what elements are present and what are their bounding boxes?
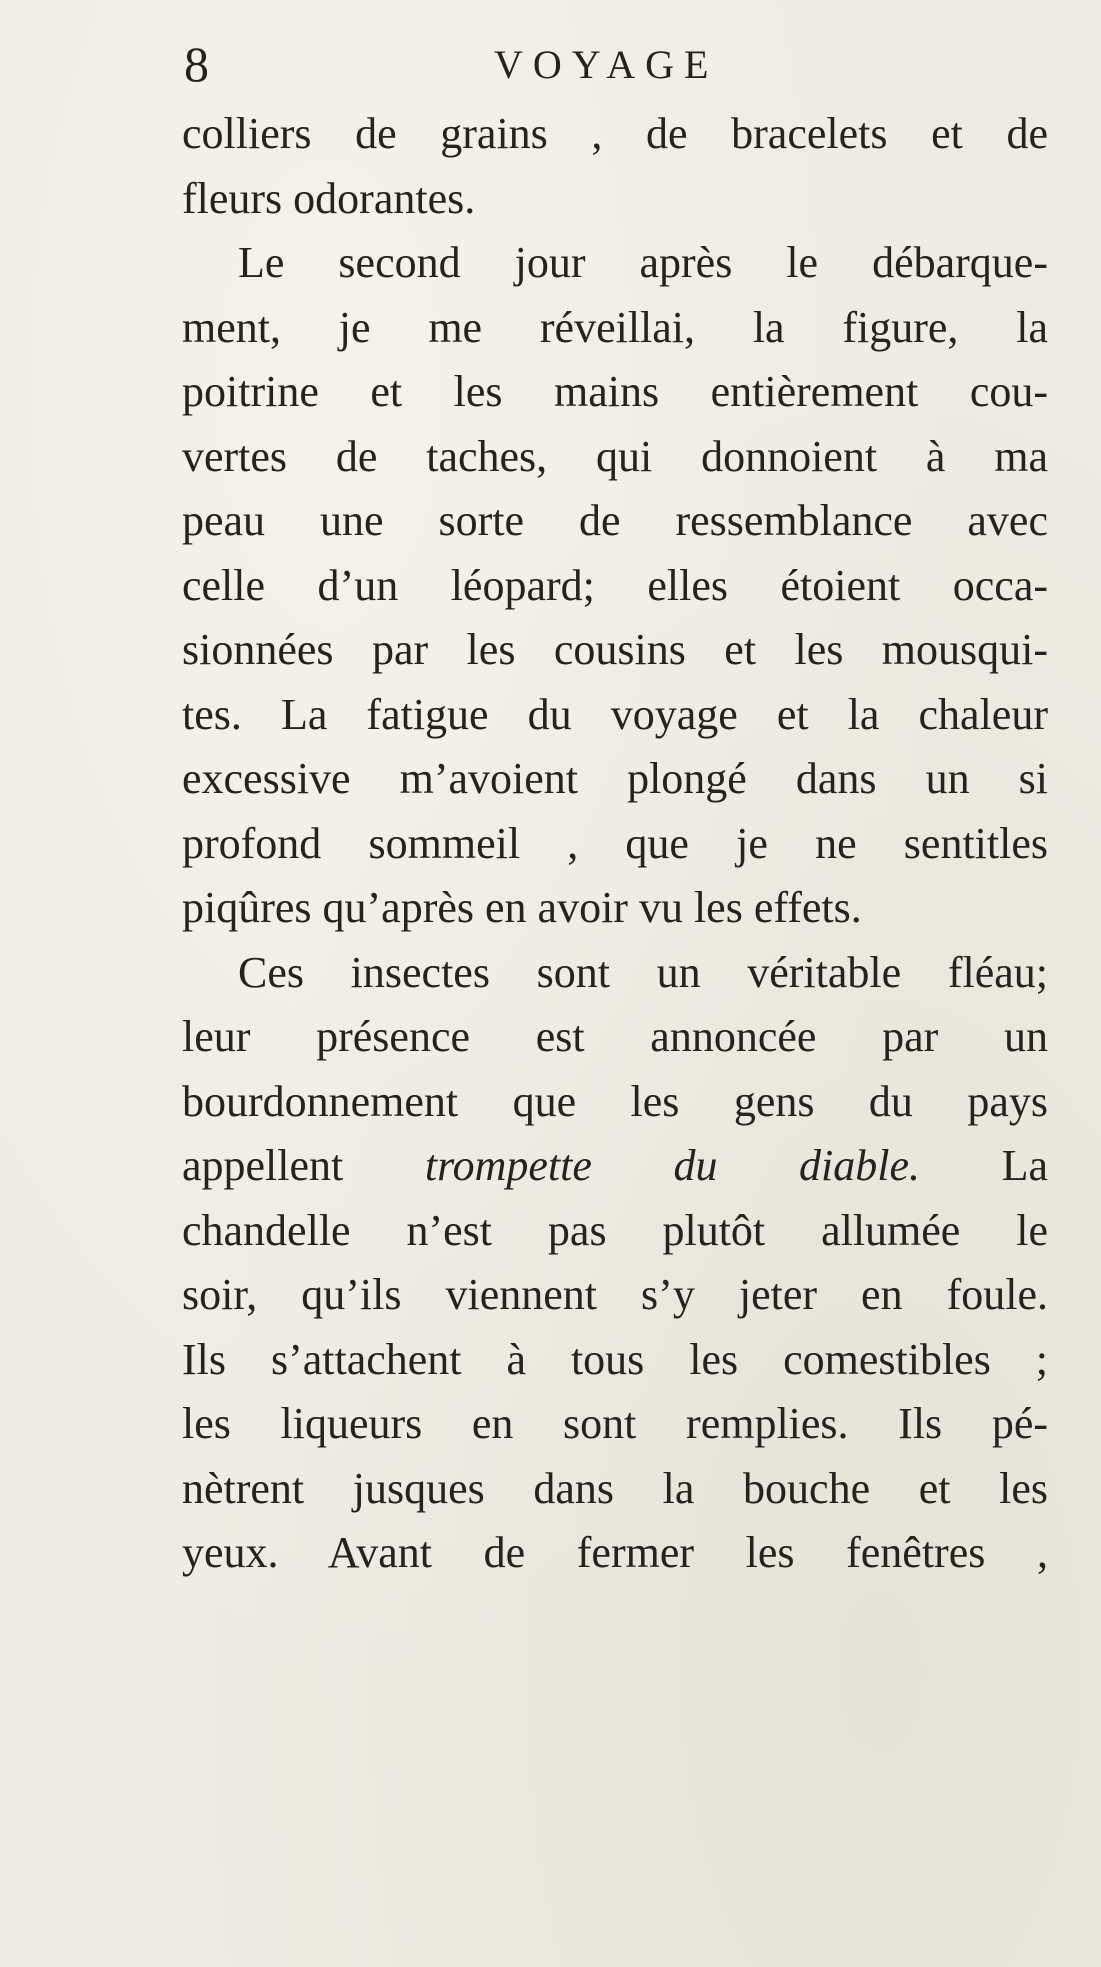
text-line-with-italic xyxy=(182,1134,1048,1199)
text-line: Ces insectes sont un véritable fléau; xyxy=(238,947,1048,997)
page-number: 8 xyxy=(184,36,209,92)
text-line: piqûres qu’après en avoir vu les effets. xyxy=(182,883,862,932)
text-line: excessive m’avoient plongé dans un si xyxy=(182,754,1048,803)
text-line: colliers de grains , de bracelets et de xyxy=(182,109,1048,158)
text-line: tes. La fatigue du voyage et la chaleur xyxy=(182,689,1048,739)
running-title: VOYAGE xyxy=(494,42,719,87)
text-line: nètrent jusques dans la bouche et les xyxy=(182,1463,1048,1513)
text-line: leur présence est annoncée par un xyxy=(182,1012,1048,1061)
text-line: poitrine et les mains entièrement cou- xyxy=(182,367,1048,416)
text-line: ment, je me réveillai, la figure, la xyxy=(182,302,1048,352)
body-text xyxy=(182,102,1048,1586)
text-line: sionnées par les cousins et les mousqui- xyxy=(182,625,1048,674)
text-line: peau une sorte de ressemblance avec xyxy=(182,496,1048,545)
text-line: Le second jour après le débarque- xyxy=(238,238,1048,287)
italic-phrase: trompette du diable. xyxy=(424,1141,921,1190)
running-head xyxy=(182,34,1062,94)
text-line: vertes de taches, qui donnoient à ma xyxy=(182,431,1048,481)
text-line: fleurs odorantes. xyxy=(182,173,476,223)
text-line: chandelle n’est pas plutôt allumée le xyxy=(182,1205,1048,1255)
text-segment: La xyxy=(920,1141,1049,1190)
text-line: celle d’un léopard; elles étoient occa- xyxy=(182,560,1048,610)
text-line: Ils s’attachent à tous les comestibles ; xyxy=(182,1334,1048,1384)
text-line: les liqueurs en sont remplies. Ils pé- xyxy=(182,1399,1048,1448)
text-line: bourdonnement que les gens du pays xyxy=(182,1076,1048,1126)
text-line: soir, qu’ils viennent s’y jeter en foule. xyxy=(182,1270,1048,1319)
text-segment: appellent xyxy=(182,1141,425,1190)
text-line: profond sommeil , que je ne sentitles xyxy=(182,818,1048,868)
text-line: yeux. Avant de fermer les fenêtres , xyxy=(182,1528,1048,1577)
